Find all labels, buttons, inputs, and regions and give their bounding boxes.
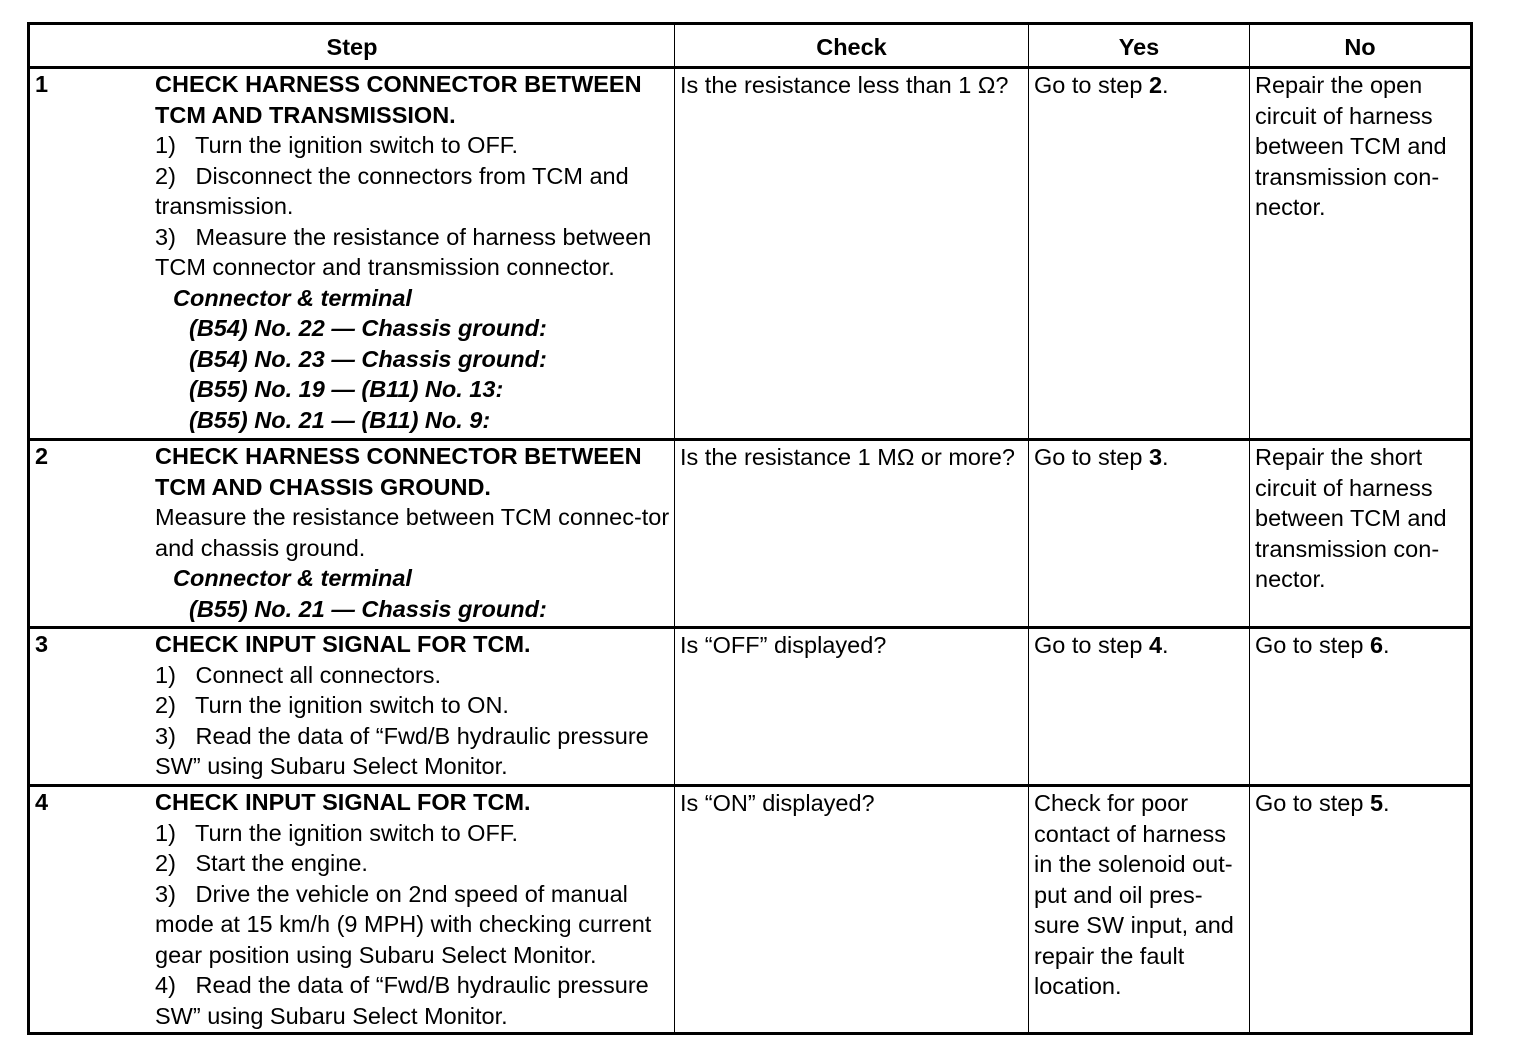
no-text: Go to step bbox=[1255, 632, 1370, 658]
step-title: CHECK HARNESS CONNECTOR BETWEEN TCM AND CHASSIS GROUND. bbox=[155, 443, 642, 500]
yes-step-number: 4 bbox=[1148, 632, 1163, 658]
check-cell: Is “OFF” displayed? bbox=[675, 628, 1029, 786]
yes-cell: Go to step 4. bbox=[1029, 628, 1250, 786]
step-line: 1) Turn the ignition switch to OFF. bbox=[155, 132, 519, 158]
step-cell bbox=[29, 440, 675, 628]
no-cell: Repair the open circuit of harness between TCM and transmission con-nector. bbox=[1250, 68, 1472, 440]
no-step-number: 6 bbox=[1369, 632, 1384, 658]
connector-terminal: (B54) No. 22 — Chassis ground: bbox=[189, 315, 547, 341]
no-step-number: 5 bbox=[1369, 790, 1384, 816]
yes-cell: Go to step 3. bbox=[1029, 440, 1250, 628]
header-check: Check bbox=[675, 24, 1029, 68]
check-cell: Is the resistance 1 MΩ or more? bbox=[675, 440, 1029, 628]
step-line: 3) Read the data of “Fwd/B hydraulic pressure SW” using Subaru Select Monitor. bbox=[155, 722, 649, 779]
check-cell: Is “ON” displayed? bbox=[675, 786, 1029, 1034]
yes-step-number: 3 bbox=[1148, 444, 1163, 470]
step-line: 4) Read the data of “Fwd/B hydraulic pressure SW” using Subaru Select Monitor. bbox=[155, 972, 649, 1029]
table-row bbox=[29, 440, 1472, 628]
yes-cell: Go to step 2. bbox=[1029, 68, 1250, 440]
connector-terminal: (B55) No. 21 — Chassis ground: bbox=[189, 595, 547, 622]
connector-terminal: (B54) No. 23 — Chassis ground: bbox=[189, 345, 547, 372]
no-cell: Go to step 5. bbox=[1250, 786, 1472, 1034]
step-title: CHECK INPUT SIGNAL FOR TCM. bbox=[155, 631, 531, 657]
connector-label: Connector & terminal bbox=[173, 565, 412, 591]
connector-terminal: (B55) No. 21 — (B11) No. 9: bbox=[189, 406, 491, 433]
step-title: CHECK HARNESS CONNECTOR BETWEEN TCM AND TRANSMISSION. bbox=[155, 71, 642, 128]
step-number: 2 bbox=[35, 443, 49, 469]
step-line: 2) Disconnect the connectors from TCM and transmission. bbox=[155, 162, 629, 219]
step-line: 1) Turn the ignition switch to OFF. bbox=[155, 819, 519, 846]
yes-text: Go to step bbox=[1034, 444, 1149, 470]
check-cell: Is the resistance less than 1 Ω? bbox=[675, 68, 1029, 440]
step-line: Measure the resistance between TCM connec-tor and chassis ground. bbox=[155, 504, 670, 561]
step-body bbox=[155, 69, 674, 435]
step-line: 1) Connect all connectors. bbox=[155, 661, 442, 688]
step-number: 4 bbox=[35, 789, 49, 815]
step-cell bbox=[29, 628, 675, 786]
diagnostic-table bbox=[27, 22, 1473, 1035]
no-text: Go to step bbox=[1255, 790, 1370, 816]
step-line: 3) Drive the vehicle on 2nd speed of manual mode at 15 km/h (9 MPH) with checking current gear position using Subaru Select Monitor. bbox=[155, 880, 652, 968]
header-yes: Yes bbox=[1029, 24, 1250, 68]
yes-step-number: 2 bbox=[1148, 72, 1163, 98]
connector-label: Connector & terminal bbox=[173, 284, 412, 311]
yes-cell: Check for poor contact of harness in the solenoid out-put and oil pres-sure SW input, and repair the fault location. bbox=[1029, 786, 1250, 1034]
table-row bbox=[29, 68, 1472, 440]
yes-text: Go to step bbox=[1034, 632, 1149, 658]
yes-text: Go to step bbox=[1034, 72, 1149, 98]
step-body bbox=[155, 787, 674, 1031]
table-row bbox=[29, 628, 1472, 786]
step-number: 1 bbox=[35, 71, 49, 97]
table-row bbox=[29, 786, 1472, 1034]
step-line: 2) Turn the ignition switch to ON. bbox=[155, 692, 509, 718]
step-line: 2) Start the engine. bbox=[155, 850, 368, 876]
table-header-row bbox=[29, 24, 1472, 68]
header-step: Step bbox=[29, 24, 675, 68]
header-no: No bbox=[1250, 24, 1472, 68]
step-line: 3) Measure the resistance of harness between TCM connector and transmission connector. bbox=[155, 223, 652, 280]
step-body bbox=[155, 629, 674, 782]
step-number: 3 bbox=[35, 631, 49, 657]
no-cell: Repair the short circuit of harness between TCM and transmission con-nector. bbox=[1250, 440, 1472, 628]
step-cell bbox=[29, 786, 675, 1034]
step-body bbox=[155, 441, 674, 624]
no-cell: Go to step 6. bbox=[1250, 628, 1472, 786]
step-title: CHECK INPUT SIGNAL FOR TCM. bbox=[155, 789, 531, 815]
step-cell bbox=[29, 68, 675, 440]
connector-terminal: (B55) No. 19 — (B11) No. 13: bbox=[189, 376, 504, 402]
